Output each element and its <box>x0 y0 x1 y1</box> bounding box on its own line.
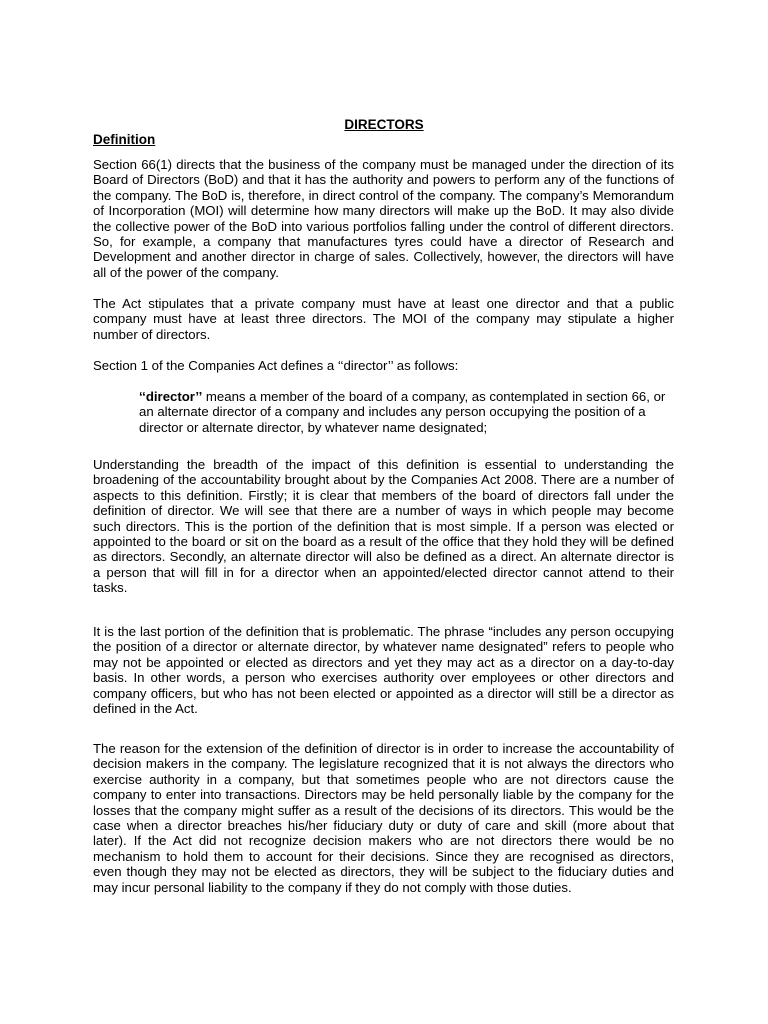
definition-quote <box>139 389 679 435</box>
paragraph-board-of-directors: Section 66(1) directs that the business of the company must be managed under the direction of its Board of Directors (BoD) and that it has the authority and powers to perform any of the functions of the company. The BoD is, therefore, in direct control of the company. The company’s Memorandum of Incorporation (MOI) will determine how many directors will make up the BoD. It may also divide the collective power of the BoD into various portfolios falling under the control of different directors. So, for example, a company that manufactures tyres could have a director of Research and Development and another director in charge of sales. Collectively, however, the directors will have all of the power of the company. <box>93 157 674 280</box>
paragraph-definition-intro: Section 1 of the Companies Act defines a ‘‘director’’ as follows: <box>93 358 459 373</box>
paragraph-minimum-directors: The Act stipulates that a private company must have at least one director and that a public company must have at least three directors. The MOI of the company may stipulate a higher number of directors. <box>93 296 674 342</box>
defined-term: ‘‘director’’ <box>139 389 203 404</box>
paragraph-problematic-portion: It is the last portion of the definition that is problematic. The phrase “includes any person occupying the position of a director or alternate director, by whatever name designated” refers to people who may not be appointed or elected as directors and yet they may act as a director on a day-to-day basis. In other words, a person who exercises authority over employees or other directors and company officers, but who has not been elected or appointed as a director will still be a director as defined in the Act. <box>93 624 674 717</box>
section-heading: Definition <box>93 132 156 147</box>
paragraph-extension-reason: The reason for the extension of the definition of director is in order to increase the accountability of decision makers in the company. The legislature recognized that it is not always the directors who exercise authority in a company, but that sometimes people who are not directors cause the company to enter into transactions. Directors may be held personally liable by the company for the losses that the company might suffer as a result of the decisions of its directors. This would be the case when a director breaches his/her fiduciary duty or duty of care and skill (more about that later). If the Act did not recognize decision makers who are not directors there would be no mechanism to hold them to account for their decisions. Since they are recognised as directors, even though they may not be elected as directors, they will be subject to the fiduciary duties and may incur personal liability to the company if they do not comply with those duties. <box>93 741 674 895</box>
page-title: DIRECTORS <box>344 117 424 132</box>
definition-text: means a member of the board of a company, as contemplated in section 66, or an alternate director of a company and includes any person occupying the position of a director or alternate director, by whatever name designated; <box>139 389 666 435</box>
paragraph-breadth-of-definition: Understanding the breadth of the impact of this definition is essential to understanding the broadening of the accountability brought about by the Companies Act 2008. There are a number of aspects to this definition. Firstly; it is clear that members of the board of directors fall under the definition of director. We will see that there are a number of ways in which people may become such directors. This is the portion of the definition that is most simple. If a person was elected or appointed to the board or sit on the board as a result of the office that they hold they will be defined as directors. Secondly, an alternate director will also be defined as a direct. An alternate director is a person that will fill in for a director when an appointed/elected director cannot attend to their tasks. <box>93 457 674 596</box>
